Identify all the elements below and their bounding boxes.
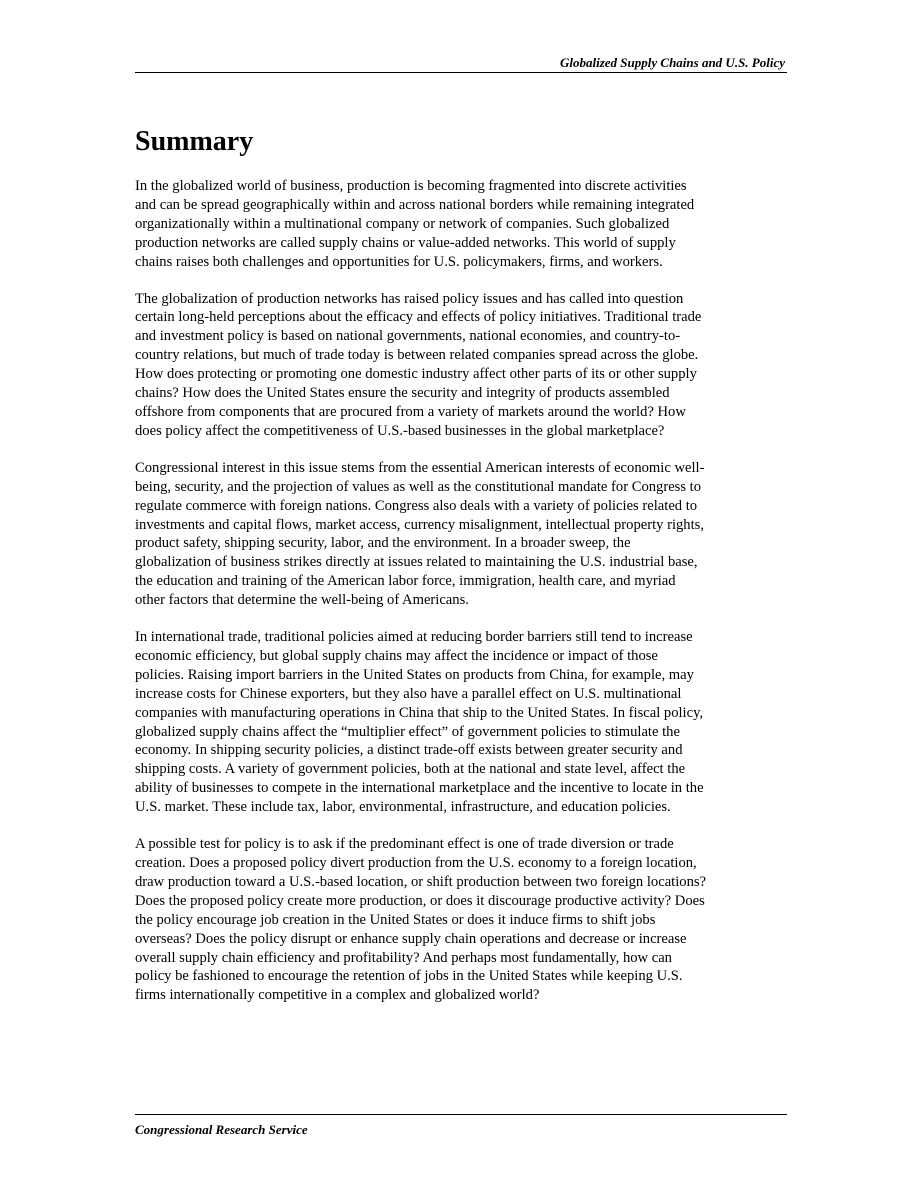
text-line: the education and training of the American labor force, immigration, health care, and myriad <box>135 573 676 590</box>
text-line: firms internationally competitive in a complex and globalized world? <box>135 987 540 1004</box>
text-line: product safety, shipping security, labor, and the environment. In a broader sweep, the <box>135 535 631 552</box>
text-line: economic efficiency, but global supply chains may affect the incidence or impact of those <box>135 647 658 664</box>
paragraph-3 <box>135 459 787 610</box>
text-line: overseas? Does the policy disrupt or enhance supply chain operations and decrease or increase <box>135 930 687 947</box>
text-line: globalization of business strikes directly at issues related to maintaining the U.S. industrial base, <box>135 554 698 571</box>
text-line: shipping costs. A variety of government policies, both at the national and state level, affect the <box>135 761 686 778</box>
running-footer <box>135 1114 787 1139</box>
text-line: A possible test for policy is to ask if the predominant effect is one of trade diversion or trade <box>135 836 674 853</box>
text-line: does policy affect the competitiveness of U.S.-based businesses in the global marketplace? <box>135 422 665 439</box>
text-line: globalized supply chains affect the “multiplier effect” of government policies to stimulate the <box>135 723 680 740</box>
text-line: investments and capital flows, market access, currency misalignment, intellectual property rights, <box>135 516 704 533</box>
text-line: Does the proposed policy create more production, or does it discourage productive activity? Does <box>135 892 705 909</box>
text-line: being, security, and the projection of values as well as the constitutional mandate for Congress to <box>135 478 702 495</box>
text-line: creation. Does a proposed policy divert production from the U.S. economy to a foreign location, <box>135 855 697 871</box>
footer-publisher: Congressional Research Service <box>135 1122 308 1137</box>
text-line: policies. Raising import barriers in the United States on products from China, for example, may <box>135 666 694 683</box>
section-heading: Summary <box>135 126 254 157</box>
text-line: increase costs for Chinese exporters, but they also have a parallel effect on U.S. multinational <box>135 685 682 702</box>
paragraph-1 <box>135 177 787 272</box>
text-line: overall supply chain efficiency and profitability? And perhaps most fundamentally, how can <box>135 949 672 966</box>
paragraph-4 <box>135 628 787 817</box>
text-line: offshore from components that are procured from a variety of markets around the world? How <box>135 403 686 420</box>
text-line: regulate commerce with foreign nations. Congress also deals with a variety of policies related to <box>135 497 698 514</box>
running-header <box>135 52 787 73</box>
paragraph-2 <box>135 290 787 441</box>
text-line: certain long-held perceptions about the efficacy and effects of policy initiatives. Traditional trade <box>135 309 702 326</box>
text-line: How does protecting or promoting one domestic industry affect other parts of its or other supply <box>135 366 697 383</box>
text-line: ability of businesses to compete in the international marketplace and the incentive to locate in the <box>135 780 704 797</box>
text-line: policy be fashioned to encourage the retention of jobs in the United States while keeping U.S. <box>135 968 683 985</box>
text-line: companies with manufacturing operations in China that ship to the United States. In fiscal policy, <box>135 704 704 721</box>
text-line: U.S. market. These include tax, labor, environmental, infrastructure, and education policies. <box>135 799 671 816</box>
text-line: the policy encourage job creation in the United States or does it induce firms to shift jobs <box>135 911 656 928</box>
text-line: other factors that determine the well-being of Americans. <box>135 592 469 609</box>
text-line: chains? How does the United States ensure the security and integrity of products assembled <box>135 385 670 402</box>
text-line: draw production toward a U.S.-based location, or shift production between two foreign locations? <box>135 873 707 890</box>
text-line: The globalization of production networks has raised policy issues and has called into question <box>135 290 684 307</box>
text-line: production networks are called supply chains or value-added networks. This world of supply <box>135 234 676 251</box>
running-header-title: Globalized Supply Chains and U.S. Policy <box>560 55 785 70</box>
paragraph-5 <box>135 835 787 1005</box>
text-line: In the globalized world of business, production is becoming fragmented into discrete activities <box>135 178 687 194</box>
text-line: chains raises both challenges and opportunities for U.S. policymakers, firms, and workers. <box>135 253 663 270</box>
text-line: country relations, but much of trade today is between related companies spread across the globe. <box>135 347 699 364</box>
text-line: and investment policy is based on national governments, national economies, and country-to- <box>135 328 681 345</box>
text-line: economy. In shipping security policies, a distinct trade-off exists between greater security and <box>135 742 683 759</box>
text-line: In international trade, traditional policies aimed at reducing border barriers still tend to increase <box>135 629 693 646</box>
text-line: Congressional interest in this issue stems from the essential American interests of economic well- <box>135 459 705 476</box>
text-line: organizationally within a multinational company or network of companies. Such globalized <box>135 215 670 232</box>
summary-body <box>135 177 787 1023</box>
text-line: and can be spread geographically within and across national borders while remaining integrated <box>135 196 695 213</box>
